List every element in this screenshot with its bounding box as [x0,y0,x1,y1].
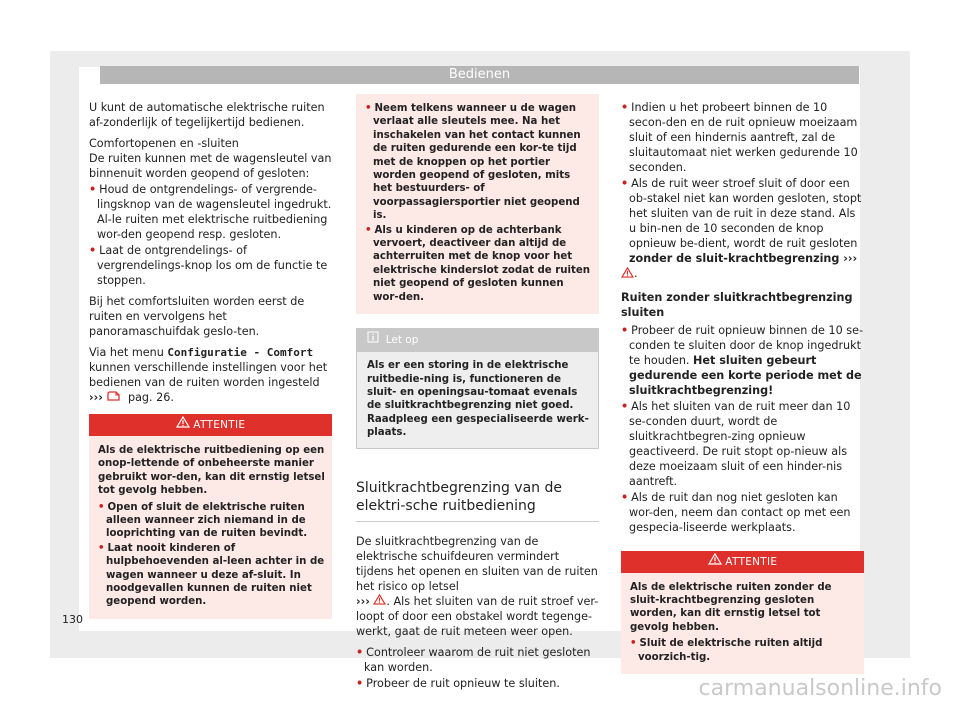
warning-item: • Neem telkens wanneer u de wagen verlaat alle sleutels mee. Na het inschakelen van het contact kunnen de ruiten gedurende een kor-te tijd met de knoppen op het portier worden geopend of gesloten, mits het bestuurders- of voorpassagiersportier niet geopend is. [365,103,581,222]
bullet-icon: • [365,224,372,236]
paragraph: Bij het comfortsluiten worden eerst de ruiten en vervolgens het panoramaschuifdak geslo-ten. [89,295,305,338]
info-icon [367,329,379,351]
warning-triangle-icon [176,414,190,436]
note-box [356,328,599,448]
warning-item: • Open of sluit de elektrische ruiten alleen wanneer zich niemand in de looprichting van de ruiten bevindt. [98,501,308,540]
paragraph: De sluitkrachtbegrenzing van de elektrische schuifdeuren vermindert tijdens het openen en sluiten van de ruiten het risico op letsel ››› . Als het sluiten van de ruit stroef ver-loopt of door een obstakel wordt tegenge-werkt, gaat de ruit meteen weer open. [356,534,599,639]
bullet-icon: • [356,677,364,691]
bullet-icon: • [621,323,629,337]
list-item: • Indien u het probeert binnen de 10 secon-den en de ruit opnieuw moeizaam sluit of een hindernis aantreft, zal de sluitautomaat niet werken gedurende 10 seconden. [621,101,858,174]
column-1 [89,100,332,619]
bullet-icon: • [89,183,97,196]
page-reference-icon [106,390,124,406]
paragraph: De ruiten kunnen met de wagensleutel van binnenuit worden geopend of gesloten: [89,152,332,180]
warning-triangle-icon [629,267,634,282]
list-item: • Probeer de ruit opnieuw te sluiten. [356,677,560,691]
warning-header: ATTENTIE [621,551,864,573]
watermark: carmanualsonline.info [698,676,942,701]
warning-box-continued [356,94,599,314]
list-item: • Als het sluiten van de ruit meer dan 10 se-conden duurt, wordt de sluitkrachtbegren-zing opnieuw geactiveerd. De ruit stopt op-nieuw als deze moeizaam sluit of een hinder-nis aantreft. [621,399,851,488]
warning-header: ATTENTIE [89,414,332,436]
menu-path: Configuratie - Comfort [167,346,314,359]
list-item: • Als de ruit weer stroef sluit of door een ob-stakel niet kan worden gesloten, stopt het sluiten van de ruit in deze stand. Als u bin-nen de 10 seconden de knop opnieuw be-dient, wordt de ruit gesloten zonder de sluit-krachtbegrenzing ››› . [621,177,862,280]
bullet-icon: • [621,490,629,504]
subheading-comfort: Comfortopenen en -sluiten [89,137,239,150]
reference-arrows: ››› [839,252,858,265]
warning-triangle-icon [373,594,386,609]
bullet-icon: • [356,646,364,660]
bullet-icon: • [621,177,629,190]
page-number: 130 [62,613,83,626]
list-item: • Houd de ontgrendelings- of vergrende-lingsknop van de wagensleutel ingedrukt. Al-le ruiten met elektrische ruitbediening wor-den geopend resp. gesloten. [89,183,332,241]
paragraph-menu: Via het menu Configuratie - Comfort kunnen verschillende instellingen voor het bedienen van de ruiten worden ingesteld ››› pag. 26. [89,346,328,404]
intro-text: U kunt de automatische elektrische ruiten af-zonderlijk of tegelijkertijd bedienen. [89,101,325,129]
warning-item: • Als u kinderen op de achterbank vervoert, deactiveer dan altijd de achterruiten met de knop voor het elektrische kinderslot zodat de ruiten niet geopend of gesloten kunnen wor-den. [365,224,591,303]
bullet-icon: • [630,638,637,650]
warning-item: • Sluit de elektrische ruiten altijd voorzich-tig. [630,638,823,663]
warning-triangle-icon [708,551,722,573]
bullet-icon: • [621,101,629,114]
bullet-icon: • [365,103,372,114]
bullet-icon: • [621,399,629,413]
warning-box [89,414,332,619]
note-header: Let op [357,329,598,352]
list-item: • Als de ruit dan nog niet gesloten kan wor-den, neem dan contact op met een gespecia-liseerde werkplaats. [621,490,851,534]
list-item: • Controleer waarom de ruit niet gesloten kan worden. [356,646,591,675]
reference-arrows: ››› [356,594,370,608]
list-item: • Probeer de ruit opnieuw binnen de 10 se-conden te sluiten door de knop ingedrukt te houden. Het sluiten gebeurt gedurende een korte periode met de sluitkrachtbegrenzing! [621,323,864,397]
bullet-icon: • [98,501,105,513]
warning-text: Als de elektrische ruitbediening op een onop-lettende of onbeheerste manier gebruikt wor-den, kan dit ernstig letsel tot gevolg hebben. [98,445,325,497]
bullet-icon: • [89,244,97,257]
subheading: Ruiten zonder sluitkrachtbegrenzing sluiten [621,290,853,319]
list-item: • Laat de ontgrendelings- of vergrendelings-knop los om de functie te stoppen. [89,244,328,287]
note-text: Als er een storing in de elektrische ruitbedie-ning is, functioneren de sluit- en openingsau-tomaat evenals de sluitkrachtbegrenzing niet goed. Raadpleeg een gespecialiseerde werk-plaats. [367,360,589,439]
bullet-icon: • [98,542,105,554]
reference-arrows: ››› [89,391,103,404]
column-2 [356,100,599,692]
section-title: Sluitkrachtbegrenzing van de elektri-sche ruitbediening [356,479,599,522]
warning-text: Als de elektrische ruiten zonder de sluit-krachtbegrenzing gesloten worden, kan dit ernstig letsel tot gevolg hebben. [630,581,832,633]
page-reference: pag. 26. [124,391,174,404]
warning-box [621,551,864,674]
warning-item: • Laat nooit kinderen of hulpbehoevenden al-leen achter in de wagen wanneer u deze af-sluit. In noodgevallen kunnen de ruiten niet geopend worden. [98,542,325,608]
page-header: Bedienen [100,66,859,84]
column-3 [621,100,864,674]
